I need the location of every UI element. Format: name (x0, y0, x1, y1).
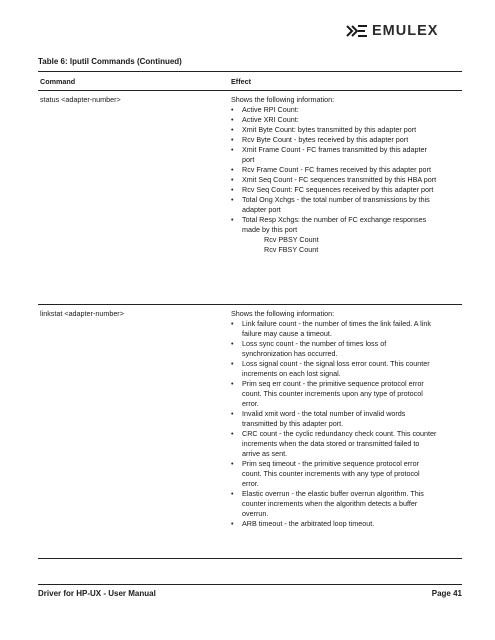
list-item: • ARB timeout - the arbitrated loop timeout. (231, 519, 438, 529)
table-row (38, 91, 462, 305)
list-item: • Elastic overrun - the elastic buffer overrun algorithm. This counter increments when the algorithm detects a buffer overrun. (231, 489, 438, 519)
emulex-logo-mark-icon (346, 24, 368, 38)
footer-document-title: Driver for HP-UX - User Manual (38, 589, 156, 598)
list-item: • Rcv Byte Count - bytes received by this adapter port (231, 135, 438, 145)
list-item: • Active XRI Count: (231, 115, 438, 125)
effect-intro: Shows the following information: (231, 95, 335, 104)
list-item: • Prim seq timeout - the primitive sequence protocol error count. This counter increments with any type of protocol error. (231, 459, 438, 489)
emulex-logo (346, 22, 438, 40)
command-cell: status <adapter-number> (40, 95, 121, 104)
page-footer (38, 589, 462, 599)
list-item: • CRC count - the cyclic redundancy check count. This counter increments when the data stored or transmitted failed to arrive as sent. (231, 429, 438, 459)
list-item: • Xmit Byte Count: bytes transmitted by this adapter port (231, 125, 438, 135)
sub-item: Rcv FBSY Count (264, 245, 319, 254)
list-item: • Xmit Seq Count - FC sequences transmitted by this HBA port (231, 175, 438, 185)
list-item: • Invalid xmit word - the total number of invalid words transmitted by this adapter port. (231, 409, 438, 429)
sub-item: Rcv PBSY Count (264, 235, 319, 244)
list-item: • Active RPI Count: (231, 105, 438, 115)
command-column-header: Command (40, 76, 76, 86)
effect-bullet-list (231, 319, 462, 529)
logo-text: EMULEX (372, 22, 439, 39)
footer-page-number: Page 41 (431, 589, 462, 598)
list-item: • Prim seq err count - the primitive sequence protocol error count. This counter increments upon any type of protocol error. (231, 379, 438, 409)
effect-intro: Shows the following information: (231, 309, 335, 318)
table-row (38, 305, 462, 559)
footer-divider (38, 584, 462, 585)
effect-bullet-list (231, 105, 462, 235)
list-item: • Total Ong Xchgs - the total number of transmissions by this adapter port (231, 195, 438, 215)
effect-cell (231, 309, 462, 558)
effect-cell (231, 95, 462, 304)
list-item: • Link failure count - the number of times the link failed. A link failure may cause a timeout. (231, 319, 438, 339)
command-cell: linkstat <adapter-number> (40, 309, 124, 318)
table-title: Table 6: lputil Commands (Continued) (38, 57, 182, 66)
list-item: • Rcv Seq Count: FC sequences received by this adapter port (231, 185, 438, 195)
effect-column-header: Effect (231, 76, 251, 86)
list-item: • Xmit Frame Count - FC frames transmitted by this adapter port (231, 145, 438, 165)
list-item: • Loss signal count - the signal loss error count. This counter increments on each lost signal. (231, 359, 438, 379)
list-item: • Loss sync count - the number of times loss of synchronization has occurred. (231, 339, 438, 359)
commands-table (38, 71, 462, 559)
list-item: • Total Resp Xchgs: the number of FC exchange responses made by this port (231, 215, 438, 235)
table-header-row (38, 72, 462, 91)
list-item: • Rcv Frame Count - FC frames received by this adapter port (231, 165, 438, 175)
